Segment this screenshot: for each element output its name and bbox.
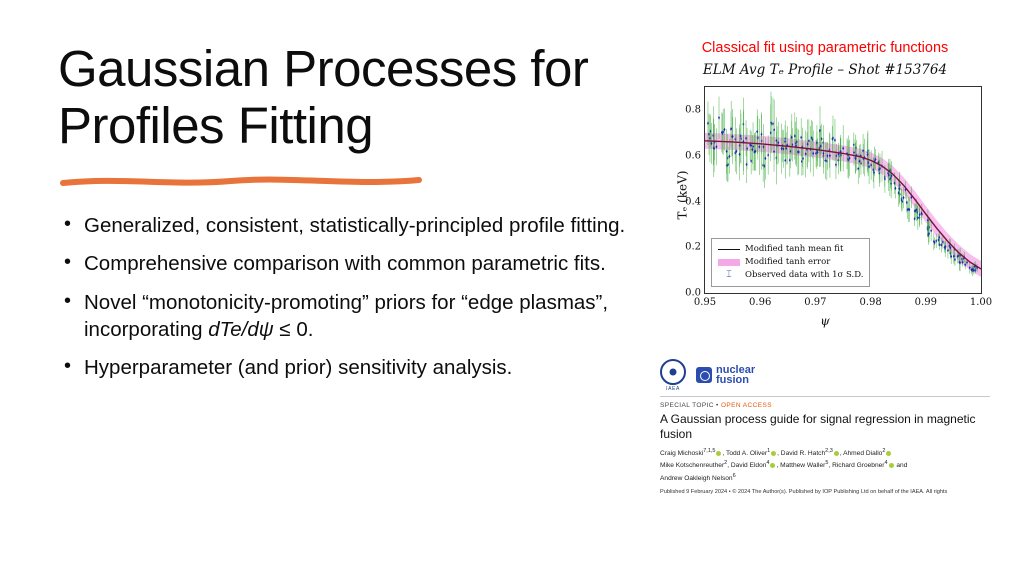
- legend-label: Observed data with 1σ S.D.: [745, 269, 864, 280]
- orcid-icon: [771, 451, 776, 456]
- y-tick-label: 0.4: [685, 196, 701, 208]
- orcid-icon: [886, 451, 891, 456]
- special-topic-label: SPECIAL TOPIC •: [660, 402, 721, 409]
- chart-xlabel: ψ: [820, 314, 830, 328]
- journal-divider: [660, 396, 990, 397]
- x-tick-label: 0.99: [914, 297, 937, 308]
- journal-logos: [660, 360, 990, 390]
- author-row: [660, 459, 990, 471]
- author-name: , Ahmed Diallo: [839, 450, 883, 458]
- author-name: , Todd A. Oliver: [722, 450, 768, 458]
- legend-entry: [718, 243, 863, 256]
- legend-label: Modified tanh mean fit: [745, 244, 844, 254]
- author-affiliation: 7,1,5: [703, 448, 716, 454]
- logo-word-fusion: fusion: [716, 374, 749, 386]
- journal-card: [660, 360, 990, 495]
- bullet-text-tail: ≤ 0.: [273, 317, 314, 341]
- author-name: Craig Michoski: [660, 450, 704, 458]
- author-affiliation: 2,3: [825, 448, 833, 454]
- page-title: Gaussian Processes for Profiles Fitting: [58, 40, 589, 155]
- bullet-list: [58, 212, 648, 381]
- x-tick-label: 1.00: [969, 297, 993, 308]
- y-tick-label: 0.6: [685, 150, 701, 162]
- author-affiliation: 5: [825, 460, 829, 467]
- special-topic-line: [660, 402, 990, 409]
- x-tick-label: 0.96: [749, 297, 772, 308]
- legend-line-swatch: [718, 249, 740, 250]
- chart-axes: [685, 86, 993, 308]
- orcid-icon: [716, 451, 721, 456]
- author-name: Mike Kotschenreuther: [660, 462, 725, 470]
- y-tick-label: 0.2: [685, 241, 701, 253]
- author-affiliation: 4: [766, 460, 770, 467]
- legend-label: Modified tanh error: [745, 256, 831, 267]
- author-affiliation: 4: [884, 460, 888, 467]
- list-item: [58, 354, 648, 381]
- legend-errorbar-swatch: ⌶: [726, 269, 732, 280]
- author-name: and: [894, 462, 908, 470]
- author-affiliation: 2: [882, 448, 886, 454]
- list-item: [58, 289, 648, 344]
- accent-divider-shape: [61, 174, 421, 190]
- author-name: , David Eldon: [727, 462, 767, 470]
- author-name: , David R. Hatch: [777, 450, 826, 458]
- x-tick-label: 0.98: [859, 297, 882, 308]
- legend-band-swatch: [718, 259, 740, 266]
- iaea-logo: [660, 359, 686, 392]
- author-affiliation: 1: [767, 448, 771, 454]
- orcid-icon: [834, 451, 839, 456]
- nuclear-fusion-wordmark: [716, 365, 755, 386]
- slide-left-column: [58, 40, 648, 397]
- bullet-text: Generalized, consistent, statistically-principled profile fitting.: [84, 214, 626, 238]
- legend-entry: [718, 269, 863, 283]
- x-tick-label: 0.95: [693, 297, 717, 308]
- iaea-mark-icon: [660, 359, 686, 385]
- author-row: [660, 447, 990, 459]
- list-item: [58, 212, 648, 239]
- nuclear-fusion-mark-icon: [696, 367, 712, 383]
- chart-ylabel: Tₑ (keV): [675, 170, 690, 220]
- figure-panel: [660, 40, 993, 330]
- chart-title: ELM Avg Tₑ Profile – Shot #153764: [702, 62, 948, 78]
- author-name: , Richard Groebner: [828, 462, 885, 470]
- article-title: A Gaussian process guide for signal regression in magnetic fusion: [660, 412, 976, 441]
- author-affiliation: 2: [724, 460, 728, 467]
- nuclear-fusion-logo: [696, 365, 755, 386]
- logo-word-nuclear: nuclear: [716, 363, 756, 376]
- author-list: [660, 447, 990, 484]
- figure-caption: Classical fit using parametric functions: [701, 40, 949, 56]
- bullet-text: Comprehensive comparison with common parametric fits.: [84, 252, 606, 276]
- author-row: [660, 472, 990, 484]
- y-tick-label: 0.8: [685, 104, 701, 116]
- list-item: [58, 250, 648, 277]
- chart-legend: [711, 238, 870, 287]
- legend-entry: [718, 256, 863, 269]
- iaea-logo-label: IAEA: [666, 385, 680, 392]
- x-tick-label: 0.97: [804, 297, 827, 308]
- publication-info: Published 9 February 2024 • © 2024 The Author(s). Published by IOP Publishing Ltd on behalf of the IAEA. All rights: [660, 489, 948, 496]
- author-affiliation: 6: [732, 472, 736, 479]
- bullet-text: Hyperparameter (and prior) sensitivity analysis.: [84, 356, 513, 380]
- orcid-icon: [770, 463, 775, 468]
- bullet-text: Novel “monotonicity-promoting” priors for “edge plasmas”, incorporating: [84, 290, 609, 341]
- accent-divider: [61, 174, 421, 190]
- y-tick-label: 0.0: [685, 287, 701, 299]
- bullet-emphasis: dTe/dψ: [208, 317, 274, 341]
- plot-container: [660, 60, 993, 330]
- orcid-icon: [889, 463, 894, 468]
- author-name: Andrew Oakleigh Nelson: [660, 475, 733, 482]
- open-access-badge: OPEN ACCESS: [720, 402, 772, 409]
- author-name: , Matthew Waller: [776, 462, 826, 470]
